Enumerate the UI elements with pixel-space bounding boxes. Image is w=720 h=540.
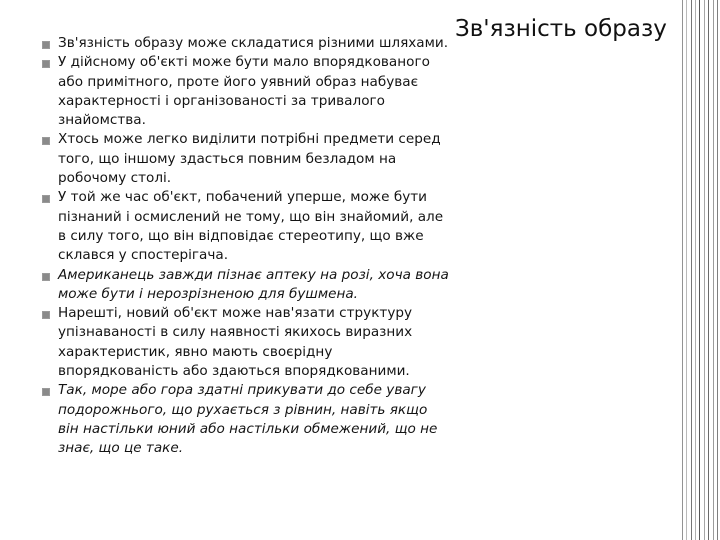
list-item [42,130,452,188]
square-bullet-icon [42,137,50,145]
list-item [42,34,452,53]
decorative-edge-strip [680,0,720,540]
square-bullet-icon [42,273,50,281]
bullet-list [42,34,452,459]
square-bullet-icon [42,195,50,203]
bullet-text: Нарешті, новий об'єкт може нав'язати структуру упізнаваності в силу наявності якихось виразних характеристик, явно мають своєрідну впорядкованість або здаються впорядкованими. [58,305,413,380]
bullet-text: Так, море або гора здатні прикувати до себе увагу подорожнього, що рухається з рівнин, навіть якщо він настільки юний або настільки обмежений, що не знає, що це таке. [58,382,438,457]
bullet-text: У дійсному об'єкті може бути мало впорядкованого або примітного, проте його уявний образ набуває характерності і організованості за тривалого знайомства. [58,54,430,129]
square-bullet-icon [42,60,50,68]
list-item [42,304,452,381]
square-bullet-icon [42,311,50,319]
bullet-text: У той же час об'єкт, побачений уперше, може бути пізнаний і осмислений не тому, що він знайомий, але в силу того, що він відповідає стереотипу, що вже склався у спостерігача. [58,189,444,264]
square-bullet-icon [42,388,50,396]
square-bullet-icon [42,41,50,49]
bullet-text: Зв'язність образу може складатися різними шляхами. [58,35,449,51]
bullet-text: Американець завжди пізнає аптеку на розі, хоча вона може бути і нерозрізненою для бушмена. [58,266,449,302]
slide-title: Зв'язність образу [455,16,667,42]
bullet-text: Хтось може легко виділити потрібні предмети серед того, що іншому здасться повним безладом на робочому столі. [58,131,441,187]
list-item [42,381,452,458]
list-item [42,53,452,130]
list-item [42,266,452,305]
list-item [42,188,452,265]
